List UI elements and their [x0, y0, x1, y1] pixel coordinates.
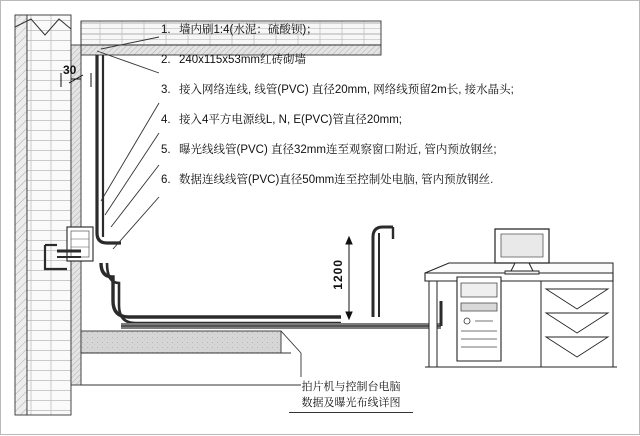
legend-list: [161, 23, 611, 203]
caption-line-2: 数据及曝光布线详图: [289, 395, 413, 413]
legend-text: 数据连线线管(PVC)直径50mm连至控制处电脑, 管内预放钢丝.: [179, 174, 494, 186]
legend-text: 接入网络连线, 线管(PVC) 直径20mm, 网络线预留2m长, 接水晶头;: [179, 84, 514, 96]
legend-item: [161, 113, 611, 127]
legend-text: 240x115x53mm红砖砌墙: [179, 54, 306, 66]
legend-number: 4.: [161, 114, 171, 126]
leader-lines: [97, 37, 159, 249]
legend-number: 1.: [161, 24, 171, 36]
legend-text: 接入4平方电源线L, N, E(PVC)管直径20mm;: [179, 114, 402, 126]
computer-tower: [457, 277, 501, 361]
legend-number: 3.: [161, 84, 171, 96]
dimension-label-30: 30: [63, 63, 77, 77]
caption-line-1: 拍片机与控制台电脑: [301, 381, 401, 393]
legend-number: 2.: [161, 54, 171, 66]
legend-text: 曝光线线管(PVC) 直径32mm连至观察窗口附近, 管内预放钢丝;: [179, 144, 497, 156]
legend-number: 5.: [161, 144, 171, 156]
legend-text: 墙内刷1:4(水泥：硫酸钡)；: [179, 24, 318, 36]
console-desk: [425, 263, 617, 367]
legend-item: [161, 53, 611, 67]
legend-item: [161, 23, 611, 37]
legend-item: [161, 83, 611, 97]
drawing-caption: [289, 379, 413, 413]
dimension-1200: [346, 237, 352, 319]
legend-item: [161, 143, 611, 157]
floor-slab: [81, 331, 301, 385]
dimension-label-1200: 1200: [331, 259, 345, 290]
wall-junction-box: [67, 227, 93, 261]
legend-item: [161, 173, 611, 187]
legend-number: 6.: [161, 174, 171, 186]
